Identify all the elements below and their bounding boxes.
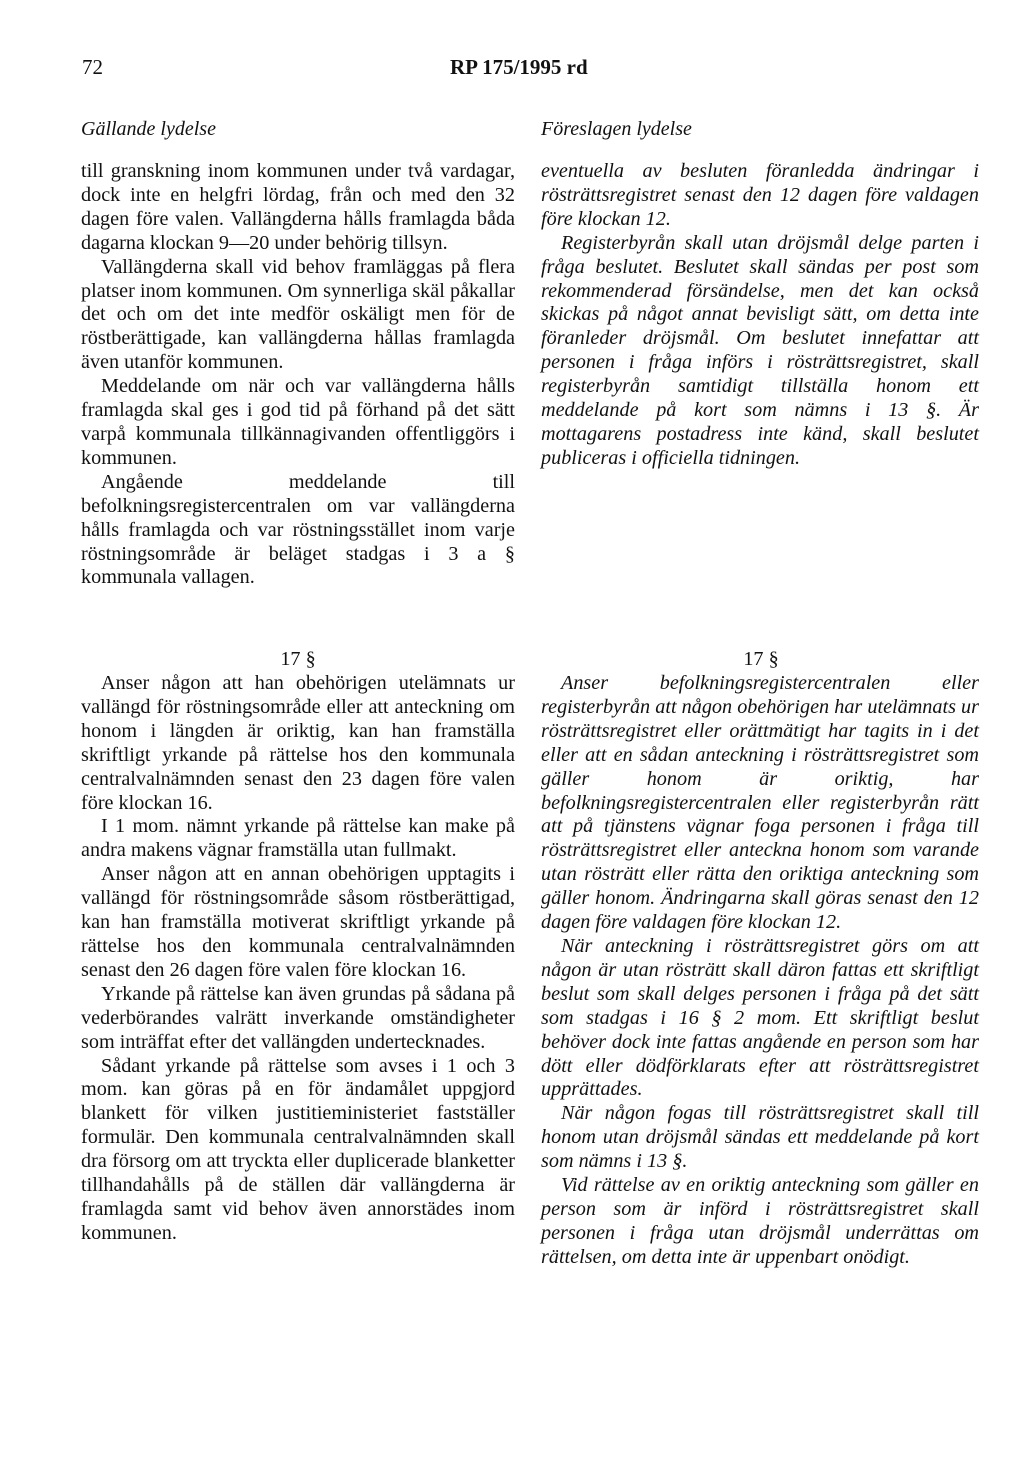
paragraph: Vallängderna skall vid behov framläggas på flera platser inom kommunen. Om synnerliga skäl påkallar det och om det inte medför oskäligt men för de röstberättigade, kan vallängderna hållas framlagda även utanför kommunen. bbox=[81, 255, 515, 374]
paragraph: Yrkande på rättelse kan även grundas på sådana på vederbörandes valrätt inverkande omständigheter som inträffat efter det vallängden undertecknades. bbox=[81, 982, 515, 1053]
paragraph: Anser någon att en annan obehörigen upptagits i vallängd för röstningsområde såsom röstberättigad, kan han framställa motiverat skriftligt yrkande på rättelse hos den kommunala centralvalnämnden senast den 26 dagen före valen före klockan 16. bbox=[81, 863, 515, 981]
right-section-title: 17 § bbox=[743, 648, 779, 670]
paragraph: till granskning inom kommunen under två vardagar, dock inte en helgfri lördag, från och med den 32 dagen före valen. Vallängderna hålls framlagda båda dagarna klockan 9—20 under behörig tillsyn. bbox=[81, 160, 515, 254]
right-section-text bbox=[541, 672, 979, 1270]
paragraph: Angående meddelande till befolkningsregistercentralen om var vallängderna hålls framlagda och var röstningsstället inom varje röstningsområde är beläget stadgas i 3 a § kommunala vallagen. bbox=[81, 470, 515, 589]
paragraph: När någon fogas till rösträttsregistret skall till honom utan dröjsmål sändas ett meddelande på kort som nämns i 13 §. bbox=[541, 1102, 979, 1173]
left-column-heading: Gällande lydelse bbox=[81, 118, 216, 140]
right-column-heading: Föreslagen lydelse bbox=[541, 118, 692, 140]
paragraph: I 1 mom. nämnt yrkande på rättelse kan make på andra makens vägnar framställa utan fullmakt. bbox=[81, 815, 515, 862]
page-number: 72 bbox=[82, 55, 103, 79]
paragraph: Meddelande om när och var vallängderna hålls framlagda skal ges i god tid på förhand på det sätt varpå kommunala tillkännagivanden offentliggörs i kommunen. bbox=[81, 375, 515, 469]
paragraph: Vid rättelse av en oriktig anteckning som gäller en person som är införd i rösträttsregistret skall personen i fråga utan dröjsmål underrättas om rättelsen, om detta inte är uppenbart onödigt. bbox=[541, 1174, 979, 1268]
paragraph: Anser befolkningsregistercentralen eller registerbyrån att någon obehörigen har utelämnats ur rösträttsregistret eller orättmätigt har tagits in i det eller att en sådan anteckning i rösträttsregistret som gäller honom är oriktig, har befolkningsregistercentralen eller registerbyrån rätt att på tjänstens vägnar foga personen i fråga till rösträttsregistret eller anteckna honom som varande utan rösträtt eller rätta den oriktiga anteckning som gäller honom. Ändringarna skall göras senast den 12 dagen före valdagen före klockan 12. bbox=[541, 672, 979, 934]
left-section-text bbox=[81, 672, 515, 1246]
paragraph: När anteckning i rösträttsregistret görs om att någon är utan rösträtt skall däron fattas ett skriftligt beslut som skall delges personen i fråga på det sätt som stadgas i 16 § 2 mom. Ett skriftligt beslut behöver dock inte fattas angående en person som har dött eller dödförklarats efter att rösträttsregistret upprättades. bbox=[541, 934, 979, 1101]
document-reference: RP 175/1995 rd bbox=[450, 55, 588, 79]
paragraph: Registerbyrån skall utan dröjsmål delge parten i fråga beslutet. Beslutet skall sändas per post som rekommenderad försändelse, men det kan också skickas på något annat bevisligt sätt, om detta inte föranleder dröjsmål. Om beslutet innefattar att personen i fråga införs i rösträttsregistret, skall registerbyrån samtidigt tillställa honom ett meddelande på kort som nämns i 13 §. Är mottagarens postadress inte känd, skall beslutet publiceras i officiella tidningen. bbox=[541, 231, 979, 469]
paragraph: eventuella av besluten föranledda ändringar i rösträttsregistret senast den 12 dagen före valdagen före klockan 12. bbox=[541, 160, 979, 230]
paragraph: Anser någon att han obehörigen utelämnats ur vallängd för röstningsområde eller att anteckning om honom i längden är oriktig, kan han framställa skriftligt yrkande på rättelse hos den kommunala centralvalnämnden senast den 23 dagen före valen före klockan 16. bbox=[81, 672, 515, 814]
right-top-text bbox=[541, 160, 979, 471]
paragraph: Sådant yrkande på rättelse som avses i 1 och 3 mom. kan göras på en för ändamålet uppgjord blankett för vilken justitieministeriet fastställer formulär. Den kommunala centralvalnämnden skall dra försorg om att tryckta eller duplicerade blanketter tillhandahålls på de ställen där vallängderna är framlagda samt vid behov även annorstädes inom kommunen. bbox=[81, 1054, 515, 1244]
left-top-text bbox=[81, 160, 515, 590]
left-section-title: 17 § bbox=[280, 648, 316, 670]
